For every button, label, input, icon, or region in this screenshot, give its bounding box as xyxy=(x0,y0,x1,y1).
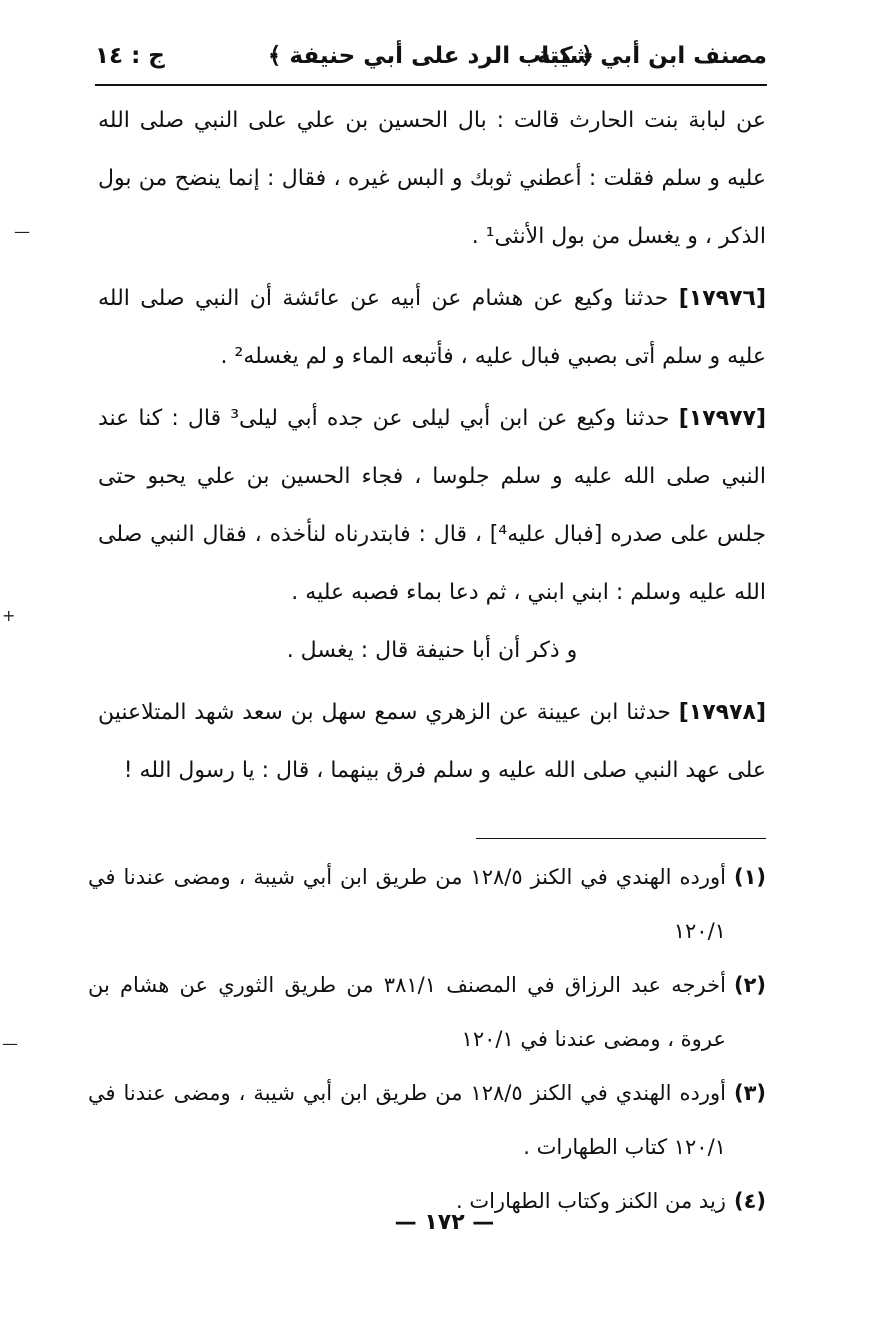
ruling-line xyxy=(98,622,766,680)
footnote-divider xyxy=(476,838,766,839)
footnote-text: زيد من الكنز وكتاب الطهارات . xyxy=(455,1189,726,1213)
hadith-number: [١٧٩٧٧] xyxy=(678,406,767,431)
hadith-number: [١٧٩٧٦] xyxy=(678,286,767,311)
paragraph-text: و ذكر أن أبا حنيفة قال : يغسل . xyxy=(286,638,578,663)
footnote-text: أورده الهندي في الكنز ١٢٨/٥ من طريق ابن أبي شيبة ، ومضى عندنا في ١٢٠/١ xyxy=(88,865,726,943)
footnote-item xyxy=(88,1066,766,1174)
paragraph-text: حدثنا ابن عيينة عن الزهري سمع سهل بن سعد شهد المتلاعنين على عهد النبي صلى الله عليه و سلم فرق بينهما ، قال : يا رسول الله ! xyxy=(98,700,766,783)
paragraph-continuation xyxy=(98,92,766,266)
book-title: مصنف ابن أبي شيبة xyxy=(536,43,767,69)
footnote-mark: (٣) xyxy=(733,1081,766,1105)
paragraph-text: حدثنا وكيع عن ابن أبي ليلى عن جده أبي ليلى³ قال : كنا عند النبي صلى الله عليه و سلم جلوسا ، فجاء الحسين بن علي يحبو حتى جلس على صدره [فبال عليه⁴] ، قال : فابتدرناه لنأخذه ، فقال النبي صلى الله عليه وسلم : ابني ابني ، ثم دعا بماء فصبه عليه . xyxy=(98,406,766,605)
running-header xyxy=(95,28,767,86)
footnotes xyxy=(88,850,766,1228)
paragraph-text: حدثنا وكيع عن هشام عن أبيه عن عائشة أن النبي صلى الله عليه و سلم أتى بصبي فبال عليه ، فأتبعه الماء و لم يغسله² . xyxy=(98,286,766,369)
main-text xyxy=(98,92,766,800)
hadith-paragraph xyxy=(98,390,766,622)
section-title: ﴿ كتاب الرد على أبي حنيفة ﴾ xyxy=(267,43,595,69)
volume-label: ج : ١٤ xyxy=(95,43,165,69)
footnote-item xyxy=(88,850,766,958)
footnote-mark: (١) xyxy=(733,865,766,889)
hadith-paragraph xyxy=(98,684,766,800)
hadith-number: [١٧٩٧٨] xyxy=(678,700,766,725)
margin-tick-mark: — xyxy=(14,222,30,241)
footnote-item xyxy=(88,958,766,1066)
footnote-mark: (٢) xyxy=(733,973,766,997)
paragraph-text: عن لبابة بنت الحارث قالت : بال الحسين بن علي على النبي صلى الله عليه و سلم فقلت : أعطني ثوبك و البس غيره ، فقال : إنما ينضح من بول الذكر ، و يغسل من بول الأنثى¹ . xyxy=(98,108,766,249)
hadith-paragraph xyxy=(98,270,766,386)
margin-tick-mark: + xyxy=(2,606,16,625)
margin-tick-mark: — xyxy=(2,1034,18,1053)
footnote-text: أخرجه عبد الرزاق في المصنف ٣٨١/١ من طريق الثوري عن هشام بن عروة ، ومضى عندنا في ١٢٠/١ xyxy=(88,973,726,1051)
page-number: — ١٧٢ — xyxy=(394,1210,495,1235)
footnote-text: أورده الهندي في الكنز ١٢٨/٥ من طريق ابن أبي شيبة ، ومضى عندنا في ١٢٠/١ كتاب الطهارات . xyxy=(88,1081,726,1159)
footnote-mark: (٤) xyxy=(733,1189,766,1213)
